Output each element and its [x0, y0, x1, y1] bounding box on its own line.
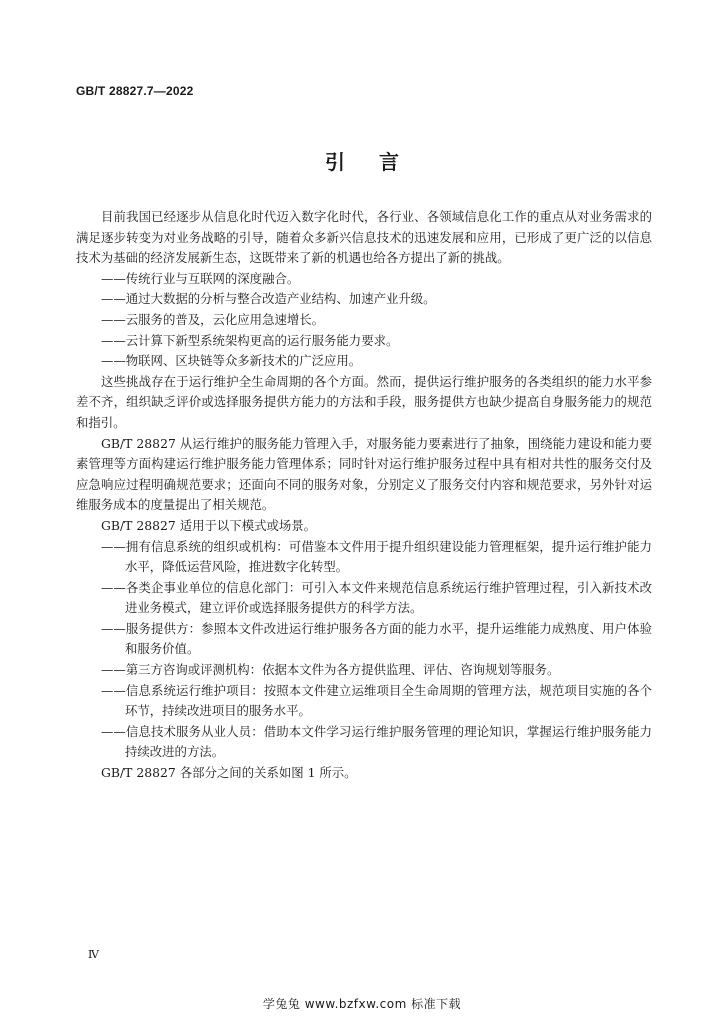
- list-item: ——云服务的普及，云化应用急速增长。: [101, 311, 325, 327]
- list-item: ——物联网、区块链等众多新技术的广泛应用。: [101, 353, 362, 369]
- list-item: ——通过大数据的分析与整合改造产业结构、加速产业升级。: [101, 291, 436, 307]
- list-item: ——信息技术服务从业人员：借助本文件学习运行维护服务管理的理论知识，掌握运行维护服务能力持续改进的方法。: [101, 723, 652, 760]
- list-item: ——各类企事业单位的信息化部门：可引入本文件来规范信息系统运行维护管理过程，引入新技术改进业务模式，建立评价或选择服务提供方的科学方法。: [101, 579, 652, 616]
- list-item: ——拥有信息系统的组织或机构：可借鉴本文件用于提升组织建设能力管理框架，提升运行维护能力水平，降低运营风险，推进数字化转型。: [101, 538, 652, 575]
- paragraph: GB/T 28827 适用于以下模式或场景。: [101, 517, 317, 533]
- paragraph: 这些挑战存在于运行维护全生命周期的各个方面。然而，提供运行维护服务的各类组织的能力水平参差不齐，组织缺乏评价或选择服务提供方能力的方法和手段，服务提供方也缺少提高自身服务能力的规范和指引。: [76, 373, 652, 430]
- paragraph: GB/T 28827 各部分之间的关系如图 1 所示。: [101, 765, 357, 781]
- paragraph: 目前我国已经逐步从信息化时代迈入数字化时代，各行业、各领域信息化工作的重点从对业务需求的满足逐步转变为对业务战略的引导，随着众多新兴信息技术的迅速发展和应用，已形成了更广泛的以信息技术为基础的经济发展新生态，这既带来了新的机遇也给各方提出了新的挑战。: [76, 209, 652, 266]
- watermark-footer: 学兔兔 www.bzfxw.com 标准下载: [262, 997, 462, 1011]
- list-item: ——信息系统运行维护项目：按照本文件建立运维项目全生命周期的管理方法，规范项目实施的各个环节，持续改进项目的服务水平。: [101, 682, 652, 719]
- page-number: Ⅳ: [88, 948, 99, 961]
- list-item: ——第三方咨询或评测机构：依据本文件为各方提供监理、评估、咨询规划等服务。: [101, 662, 560, 678]
- list-item: ——服务提供方：参照本文件改进运行维护服务各方面的能力水平，提升运维能力成熟度、用户体验和服务价值。: [101, 620, 652, 657]
- body-text: [76, 207, 652, 784]
- standard-code: GB/T 28827.7—2022: [76, 84, 194, 98]
- paragraph: GB/T 28827 从运行维护的服务能力管理入手，对服务能力要素进行了抽象，围绕能力建设和能力要素管理等方面构建运行维护服务能力管理体系；同时针对运行维护服务过程中具有相对共性的服务交付及应急响应过程明确规范要求；还面向不同的服务对象，分别定义了服务交付内容和规范要求，另外针对运维服务成本的度量提出了相关规范。: [76, 435, 652, 513]
- page-title: 引言: [325, 150, 433, 174]
- list-item: ——传统行业与互联网的深度融合。: [101, 270, 300, 286]
- list-item: ——云计算下新型系统架构更高的运行服务能力要求。: [101, 332, 399, 348]
